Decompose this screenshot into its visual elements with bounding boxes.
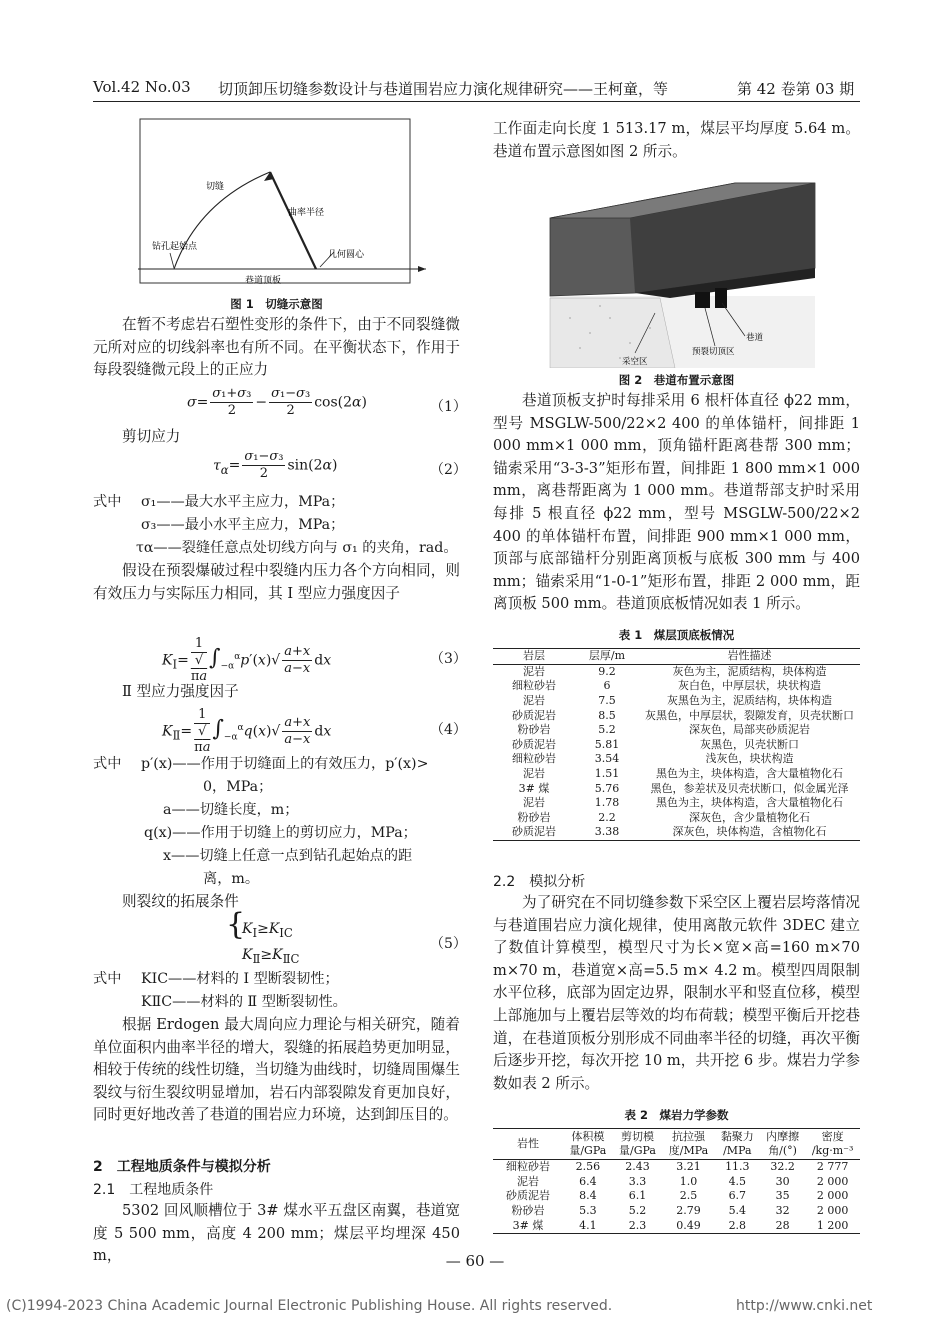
equation-2: $\tau_\alpha=$ $\frac{\text{σ₁−σ₃}}{2}$ sin(2α): [213, 449, 338, 481]
t1-h-layer: 岩层: [493, 649, 575, 665]
paragraph-support: 巷道顶板支护时每排采用 6 根杆体直径 ϕ22 mm，型号 MSGLW-500/22×2 400 的单体锚杆，间排距 1 000 mm×1 000 mm，顶角锚杆距离巷帮 300 mm；锚索采用“3-3-3”矩形布置，间排距 1 800 mm×1 000 mm，离巷帮距离为 1 000 mm。巷道帮部支护时采用每排 5 根直径 ϕ22 mm，型号 MSGLW-500/22×2 400 的单体锚杆布置，间排距 900 mm×1 000 mm，顶部与底部锚杆分别距离顶板与底板 300 mm 与 400 mm；锚索采用“1-0-1”矩形布置，排距 2 000 mm，距离顶板 500 mm。巷道顶底板情况如表 1 所示。: [493, 392, 860, 613]
table-row: 泥岩 9.2 灰色为主，泥质结构，块体构造: [523, 664, 827, 678]
table-row: 粉砂岩 2.2 深灰色，含少量植物化石: [517, 810, 810, 824]
t2-h-tensile: 抗拉强 度/MPa: [662, 1129, 714, 1160]
def-sigma1: σ₁——最大水平主应力，MPa；: [141, 494, 345, 510]
equation-5-number: （5）: [430, 936, 467, 952]
where-label-2: 式中: [93, 756, 122, 772]
equation-2-number: （2）: [430, 462, 467, 478]
where-label-1: 式中: [93, 494, 122, 510]
header-rule: [93, 101, 860, 102]
table-row: 细粒砂岩 6 灰白色，中厚层状，块状构造: [512, 679, 821, 693]
def-a: a——切缝长度，m；: [163, 802, 299, 818]
label-roof: 巷道顶板: [245, 276, 282, 286]
goaf-region: [550, 298, 675, 368]
equation-3-number: （3）: [430, 651, 467, 667]
table-row: 泥岩 7.5 灰黑色为主，泥质结构，块体构造: [523, 694, 832, 708]
paragraph-face-length: 工作面走向长度 1 513.17 m，煤层平均厚度 5.64 m。巷道布置示意图如图 2 所示。: [493, 120, 860, 160]
t1-h-thickness: 层厚/m: [575, 649, 639, 665]
def-p-prime-unit: 0，MPa；: [203, 779, 273, 795]
def-sigma3: σ₃——最小水平主应力，MPa；: [141, 517, 345, 533]
section-2-1-heading: 2.1 工程地质条件: [93, 1182, 214, 1198]
equation-1-number: （1）: [430, 399, 467, 415]
roadway-section: [715, 288, 727, 308]
figure-1-diagram: [138, 117, 428, 292]
paragraph-simulation: 为了研究在不同切缝参数下采空区上覆岩层垮落情况与巷道围岩应力演化规律，使用离散元软件 3DEC 建立了数值计算模型，模型尺寸为长×宽×高=160 m×70 m×70 m，巷道宽×高=5.5 m× 4.2 m。模型四周限制水平位移，底部为固定边界，限制水平和竖直位移，模型上部施加与上覆岩层等效的均布荷载；模型平衡后开挖巷道，在巷道顶板分别形成不同曲率半径的切缝，再次平衡后逐步开挖，每次开挖 10 m，共开挖 6 步。煤岩力学参数如表 2 所示。: [493, 894, 860, 1092]
table-2-caption: 表 2 煤岩力学参数: [624, 1108, 729, 1122]
running-title: 切顶卸压切缝参数设计与巷道围岩应力演化规律研究——王柯童，等: [218, 80, 669, 98]
roof-arrow: [418, 266, 426, 272]
def-x-cont: 离，m。: [203, 871, 260, 887]
where-label-3: 式中: [93, 971, 122, 987]
table-2: [493, 1128, 860, 1234]
t2-h-cohesion: 黏聚力 /MPa: [715, 1129, 760, 1160]
label-center: 几何圆心: [328, 250, 365, 260]
equation-4: $K_Ⅱ=$ 1 √ πa $\int_{-\alpha}^\alpha q(x)√$ $\frac{a+x}{a-x}$ dx: [162, 707, 332, 755]
t2-h-friction: 内摩擦 角/(°): [760, 1129, 805, 1160]
criterion-label: 则裂纹的拓展条件: [122, 893, 239, 910]
equation-3: $K_Ⅰ=$ 1 √ πa $\int_{-\alpha}^\alpha p'(x)√$ $\frac{a+x}{a-x}$ dx: [162, 636, 332, 684]
def-p-prime: p′(x)——作用于切缝面上的有效压力，p′(x)>: [141, 756, 429, 772]
table-row: 细粒砂岩 2.56 2.43 3.21 11.3 32.2 2 777: [506, 1160, 849, 1174]
shear-stress-label: 剪切应力: [122, 428, 181, 445]
section-2-2-heading: 2.2 模拟分析: [493, 874, 586, 890]
t1-h-desc: 岩性描述: [639, 649, 860, 665]
table-row: 砂质泥岩 8.5 灰黑色，中厚层状，裂隙发育，贝壳状断口: [512, 708, 854, 722]
table-1-header: [493, 649, 860, 665]
t2-h-density: 密度 /kg·m⁻³: [805, 1129, 860, 1160]
def-x: x——切缝上任意一点到钻孔起始点的距: [163, 848, 413, 864]
radius-line: [270, 172, 316, 269]
table-row: 粉砂岩 5.3 5.2 2.79 5.4 32 2 000: [511, 1204, 849, 1218]
copyright-footer: (C)1994-2023 China Academic Journal Electronic Publishing House. All rights reserved.: [6, 1298, 613, 1314]
table-2-header: [493, 1129, 860, 1160]
label-start-point: 钻孔起始点: [152, 242, 198, 252]
table-row: 泥岩 1.78 黑色为主，块体构造，含大量植物化石: [523, 796, 843, 810]
label-cut-zone: 预裂切顶区: [692, 347, 735, 357]
paragraph-k1: 假设在预裂爆破过程中裂缝内压力各个方向相同，则有效压力与实际压力相同，其 Ⅰ 型应力强度因子: [93, 562, 460, 602]
table-row: 泥岩 1.51 黑色为主，块体构造，含大量植物化石: [523, 767, 843, 781]
label-roadway: 巷道: [746, 333, 764, 343]
table-row: 砂质泥岩 5.81 灰黑色，贝壳状断口: [512, 737, 799, 751]
label-goaf: 采空区: [622, 357, 648, 367]
section-2-heading: 2 工程地质条件与模拟分析: [93, 1159, 271, 1175]
figure-2-diagram: [540, 178, 825, 368]
t2-h-rock: 岩性: [493, 1129, 563, 1160]
paragraph-erdogen: 根据 Erdogen 最大周向应力理论与相关研究，随着单位面积内曲率半径的增大，裂缝的拓展趋势更加明显，相较于传统的线性切缝，当切缝为曲线时，切缝周围爆生裂纹与衍生裂纹明显增加，岩石内部裂隙发育更加良好，同时更好地改善了巷道的围岩应力环境，达到卸压目的。: [93, 1016, 460, 1124]
equation-1: σ= $\frac{\text{σ₁+σ₃}}{2}$ − $\frac{\text{σ₁−σ₃}}{2}$ cos(2α): [187, 386, 367, 418]
def-k2c: KⅡC——材料的 Ⅱ 型断裂韧性。: [141, 994, 347, 1010]
t2-h-bulk: 体积模 量/GPa: [563, 1129, 613, 1160]
equation-5: { $K_Ⅰ\ge K_{ⅠC}$ $K_Ⅱ\ge K_{ⅡC}$: [226, 907, 300, 966]
figure-1-frame: [140, 119, 410, 283]
label-radius: 曲率半径: [288, 208, 325, 218]
figure-1-caption: 图 1 切缝示意图: [230, 297, 323, 311]
def-q: q(x)——作用于切缝上的剪切应力，MPa；: [144, 825, 417, 841]
paragraph-normal-stress: 在暂不考虑岩石塑性变形的条件下，由于不同裂缝微元所对应的切线斜率也有所不同。在平衡状态下，作用于每段裂缝微元段上的正应力: [93, 316, 460, 379]
table-row: 砂质泥岩 8.4 6.1 2.5 6.7 35 2 000: [506, 1189, 849, 1203]
page-number: — 60 —: [445, 1252, 505, 1270]
table-row: 3# 煤 5.76 黑色，参差状及贝壳状断口，似金属光泽: [518, 781, 849, 795]
table-row: 3# 煤 4.1 2.3 0.49 2.8 28 1 200: [493, 1218, 860, 1233]
journal-volume: Vol.42 No.03: [93, 78, 191, 96]
k2-label: Ⅱ 型应力强度因子: [122, 683, 239, 700]
equation-4-number: （4）: [430, 722, 467, 738]
table-row: 细粒砂岩 3.54 浅灰色，块状构造: [512, 752, 794, 766]
table-row: 粉砂岩 5.2 深灰色，局部夹砂质泥岩: [517, 723, 810, 737]
table-1: [493, 648, 860, 841]
def-k1c: KⅠC——材料的 Ⅰ 型断裂韧性；: [141, 971, 339, 987]
cnki-link[interactable]: http://www.cnki.net: [736, 1298, 873, 1314]
table-row: 砂质泥岩 3.38 深灰色，块体构造，含植物化石: [493, 825, 860, 840]
paragraph-geology: 5302 回风顺槽位于 3# 煤水平五盘区南翼，巷道宽度 5 500 mm，高度 4 200 mm；煤层平均埋深 450 m，: [93, 1202, 460, 1265]
label-cut: 切缝: [206, 182, 225, 192]
figure-2-caption: 图 2 巷道布置示意图: [618, 373, 735, 387]
journal-issue: 第 42 卷第 03 期: [737, 80, 855, 98]
table-1-caption: 表 1 煤层顶底板情况: [618, 628, 735, 642]
t2-h-shear: 剪切模 量/GPa: [613, 1129, 663, 1160]
table-row: 泥岩 6.4 3.3 1.0 4.5 30 2 000: [517, 1174, 849, 1188]
def-tau-alpha: τα——裂缝任意点处切线方向与 σ₁ 的夹角，rad。: [136, 540, 458, 556]
